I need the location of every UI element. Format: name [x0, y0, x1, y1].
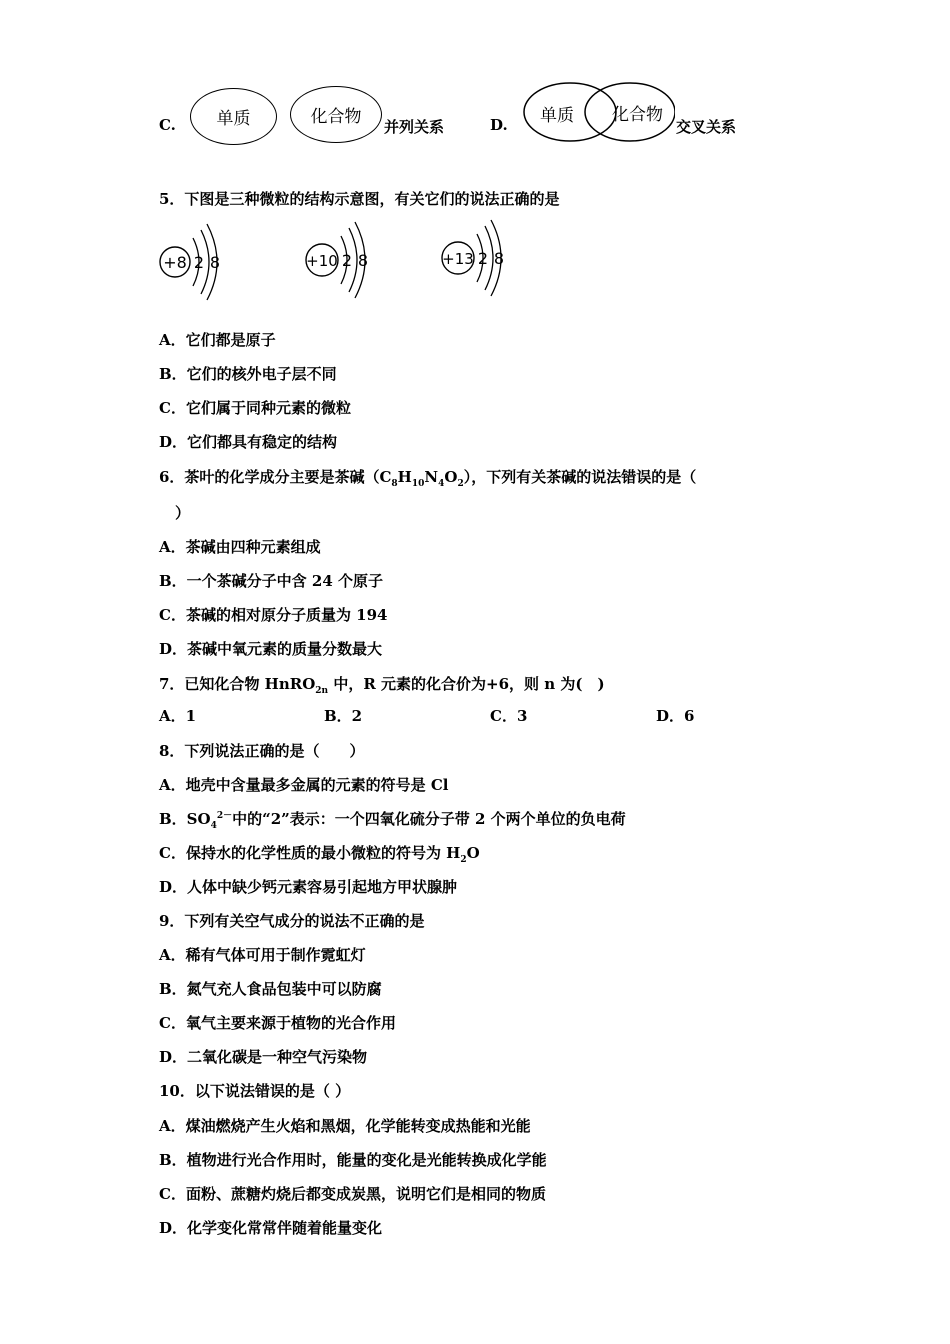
atom-diagram-3	[437, 218, 517, 302]
q4-d-relation: 交叉关系	[676, 118, 737, 136]
q9-option-b: B．氮气充人食品包装中可以防腐	[159, 980, 382, 998]
q10-stem: 10．以下说法错误的是（ ）	[159, 1082, 351, 1100]
q6-formula-c: C	[379, 468, 392, 486]
q8-option-b	[159, 808, 626, 831]
q6-formula-h-count: 10	[411, 479, 425, 489]
q7-stem	[159, 673, 605, 696]
atom-2-shell1: 2	[341, 251, 353, 270]
atom-3-shells	[437, 218, 517, 298]
q7-option-a: A．1	[159, 707, 197, 725]
q6-stem-after: ），下列有关茶碱的说法错误的是（	[463, 468, 697, 486]
q7-option-c: C．3	[490, 707, 528, 725]
q8-b-sup: 2－	[216, 811, 233, 821]
q6-formula-o: O	[444, 468, 458, 486]
q9-stem: 9．下列有关空气成分的说法不正确的是	[159, 912, 425, 930]
q6-stem-before: 6．茶叶的化学成分主要是茶碱（	[159, 468, 380, 486]
q5-option-c: C．它们属于同种元素的微粒	[159, 399, 351, 417]
q4-d-overlap-diagram	[520, 80, 675, 144]
q9-option-a: A．稀有气体可用于制作霓虹灯	[159, 946, 366, 964]
q8-option-d: D．人体中缺少钙元素容易引起地方甲状腺肿	[159, 878, 458, 896]
q10-option-b: B．植物进行光合作用时，能量的变化是光能转换成化学能	[159, 1151, 547, 1169]
q8-option-a: A．地壳中含量最多金属的元素的符号是 Cl	[159, 776, 449, 794]
q8-option-c	[159, 842, 480, 865]
q4-c-left-label: 单质	[216, 109, 251, 129]
atom-1-shells	[157, 222, 237, 302]
q8-stem: 8．下列说法正确的是（ ）	[159, 742, 365, 760]
atom-3-shell2: 8	[493, 249, 505, 268]
q6-formula	[379, 468, 464, 489]
q6-formula-n-count: 4	[438, 479, 445, 489]
atom-2-shell2: 8	[357, 251, 369, 270]
atom-3-nucleus: +13	[442, 250, 474, 268]
q6-option-d: D．茶碱中氧元素的质量分数最大	[159, 640, 383, 658]
q4-option-c-letter: C.	[159, 116, 176, 134]
q6-stem	[159, 466, 696, 489]
q5-option-a: A．它们都是原子	[159, 331, 276, 349]
atom-diagram-2	[302, 220, 382, 304]
q6-formula-h: H	[397, 468, 412, 486]
atom-1-nucleus: +8	[163, 253, 187, 272]
q6-stem-close: ）	[175, 504, 191, 522]
q7-stem-sub: 2n	[315, 686, 329, 696]
q10-option-d: D．化学变化常常伴随着能量变化	[159, 1219, 383, 1237]
q8-c-before: C．保持水的化学性质的最小微粒的符号为 H	[159, 844, 461, 862]
q6-formula-n: N	[424, 468, 439, 486]
q6-option-b: B．一个茶碱分子中含 24 个原子	[159, 572, 383, 590]
q5-option-b: B．它们的核外电子层不同	[159, 365, 337, 383]
q6-option-a: A．茶碱由四种元素组成	[159, 538, 321, 556]
q7-stem-after: 中，R 元素的化合价为+6，则 n 为( )	[328, 675, 605, 693]
q8-b-sub: 4	[210, 821, 217, 831]
atom-2-nucleus: +10	[306, 252, 338, 270]
q6-formula-c-count: 8	[391, 479, 398, 489]
q5-stem: 5．下图是三种微粒的结构示意图，有关它们的说法正确的是	[159, 190, 560, 208]
q6-formula-o-count: 2	[457, 479, 464, 489]
q10-option-c: C．面粉、蔗糖灼烧后都变成炭黑，说明它们是相同的物质	[159, 1185, 546, 1203]
atom-1-shell1: 2	[193, 253, 205, 272]
q7-stem-before: 7．已知化合物 HnRO	[159, 675, 316, 693]
q4-c-simple-substance-ellipse	[190, 88, 277, 145]
q7-option-b: B．2	[324, 707, 363, 725]
q8-c-sub: 2	[460, 855, 467, 865]
q4-d-left-label: 单质	[540, 106, 574, 126]
q6-option-c: C．茶碱的相对原分子质量为 194	[159, 606, 388, 624]
q8-b-before: B．SO	[159, 810, 211, 828]
atom-1-shell2: 8	[209, 253, 221, 272]
atom-2-shells	[302, 220, 382, 300]
q4-d-right-label: 化合物	[612, 105, 663, 125]
q4-c-relation: 并列关系	[384, 118, 445, 136]
q4-c-right-label: 化合物	[310, 107, 362, 127]
atom-3-shell1: 2	[477, 249, 489, 268]
q4-option-d-letter: D.	[490, 116, 508, 134]
q10-option-a: A．煤油燃烧产生火焰和黑烟，化学能转变成热能和光能	[159, 1117, 531, 1135]
q9-option-d: D．二氧化碳是一种空气污染物	[159, 1048, 368, 1066]
q5-option-d: D．它们都具有稳定的结构	[159, 433, 338, 451]
q8-c-after: O	[466, 844, 480, 862]
q7-option-d: D．6	[656, 707, 695, 725]
q4-c-compound-ellipse	[290, 86, 382, 143]
q9-option-c: C．氧气主要来源于植物的光合作用	[159, 1014, 396, 1032]
atom-diagram-1	[157, 222, 237, 306]
q8-b-after: 中的“2”表示：一个四氧化硫分子带 2 个两个单位的负电荷	[232, 810, 626, 828]
